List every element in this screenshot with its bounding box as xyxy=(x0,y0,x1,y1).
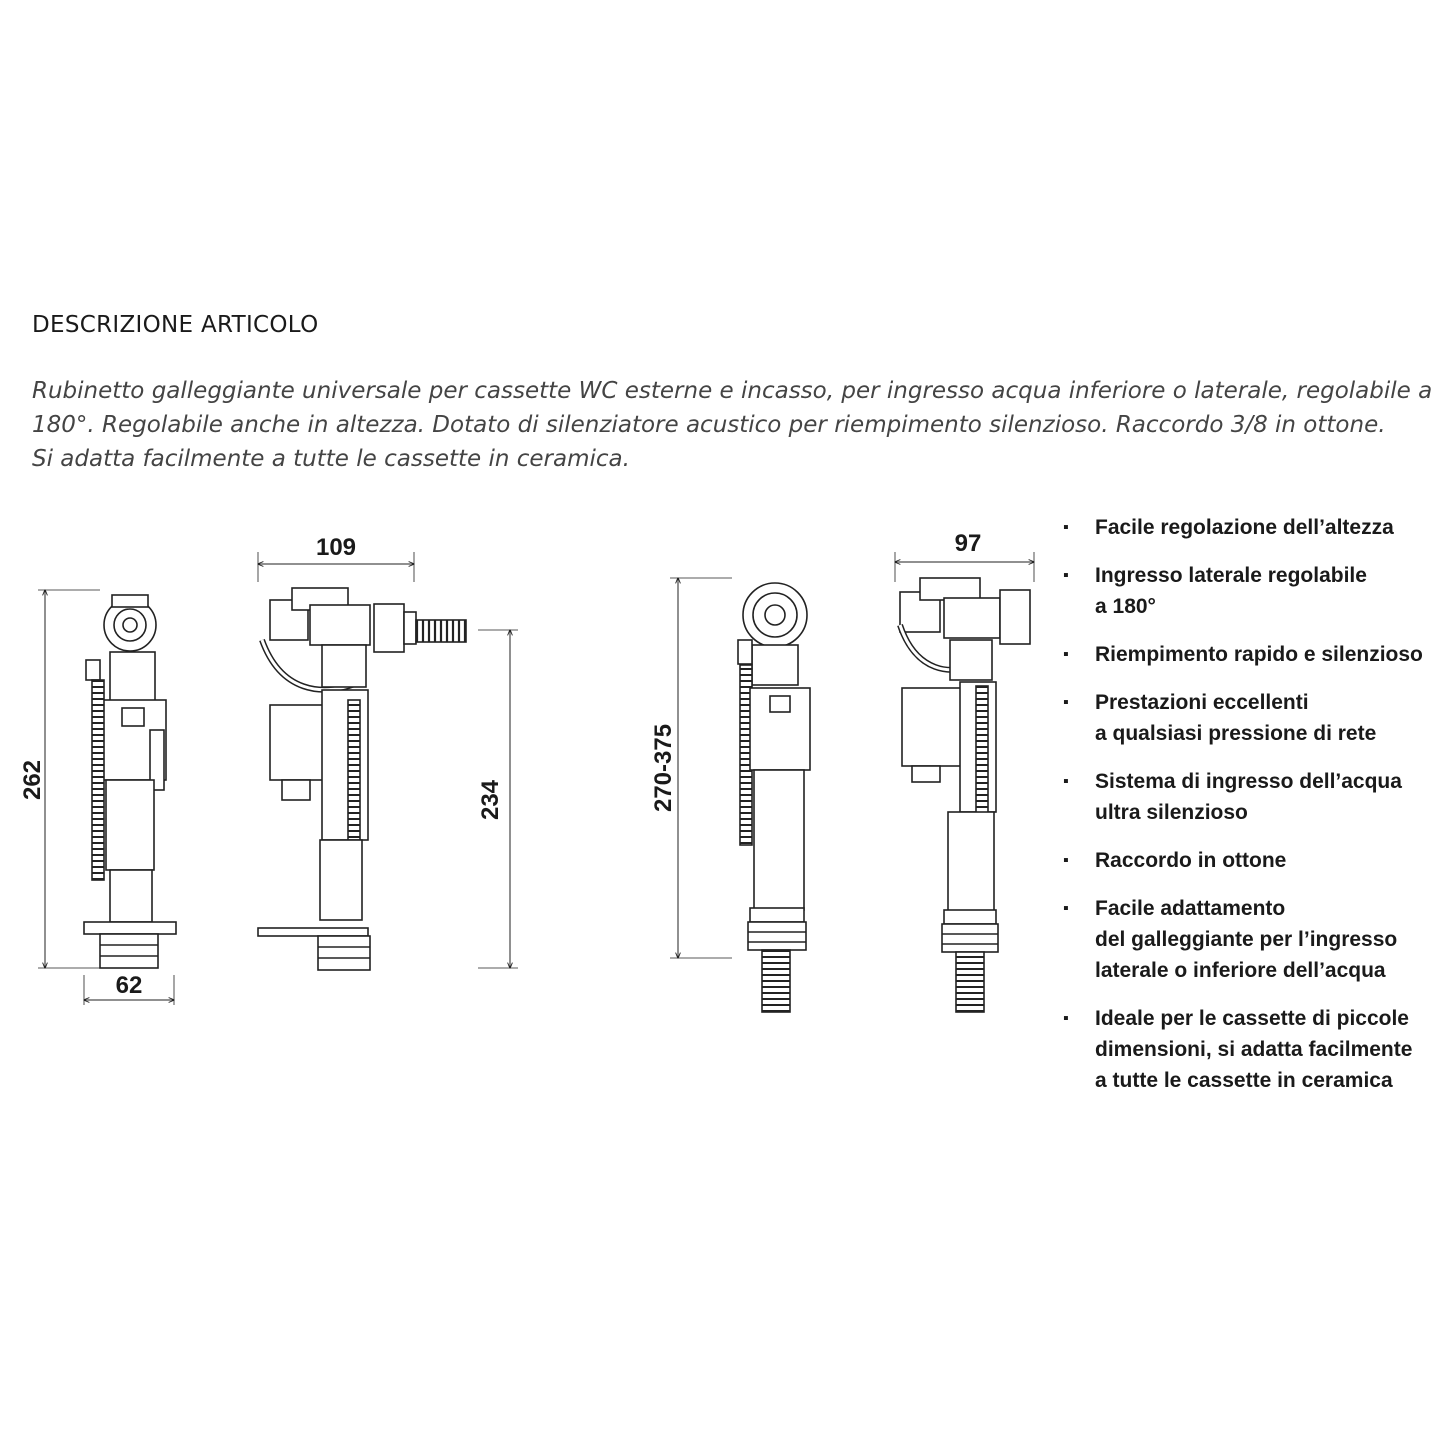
dim-height-234: 234 xyxy=(477,779,504,821)
bullet-icon: ▪ xyxy=(1063,773,1069,790)
feature-text: a tutte le cassette in ceramica xyxy=(1095,1069,1393,1092)
feature-item xyxy=(1060,766,1440,828)
dim-width-97: 97 xyxy=(954,530,982,557)
feature-text: ultra silenzioso xyxy=(1095,801,1248,824)
bullet-icon: ▪ xyxy=(1063,1010,1069,1027)
feature-text: Ideale per le cassette di piccole xyxy=(1095,1007,1409,1030)
description-line: Si adatta facilmente a tutte le cassette in ceramica. xyxy=(32,446,630,472)
feature-item xyxy=(1060,639,1440,670)
feature-text: Facile adattamento xyxy=(1095,897,1286,920)
feature-text: laterale o inferiore dell’acqua xyxy=(1095,959,1386,982)
feature-text: a qualsiasi pressione di rete xyxy=(1095,722,1377,745)
bullet-icon: ▪ xyxy=(1063,900,1069,917)
feature-text: Raccordo in ottone xyxy=(1095,849,1287,872)
dim-width-62: 62 xyxy=(115,972,143,999)
bullet-icon: ▪ xyxy=(1063,646,1069,663)
description-line: 180°. Regolabile anche in altezza. Dotato di silenziatore acustico per riempimento silenzioso. Raccordo 3/8 in ottone. xyxy=(32,412,1386,438)
feature-list xyxy=(1060,512,1440,1113)
valve-front-view-3 xyxy=(670,578,810,1012)
feature-item xyxy=(1060,687,1440,749)
feature-item xyxy=(1060,845,1440,876)
feature-text: Ingresso laterale regolabile xyxy=(1095,564,1367,587)
feature-item xyxy=(1060,1003,1440,1096)
dim-height-270-375: 270-375 xyxy=(650,723,677,813)
feature-text: a 180° xyxy=(1095,595,1156,618)
valve-side-view-4 xyxy=(895,552,1034,1012)
feature-item xyxy=(1060,512,1440,543)
feature-text: dimensioni, si adatta facilmente xyxy=(1095,1038,1413,1061)
valve-front-view-1 xyxy=(38,590,176,1005)
feature-text: del galleggiante per l’ingresso xyxy=(1095,928,1398,951)
feature-text: Facile regolazione dell’altezza xyxy=(1095,516,1394,539)
feature-item xyxy=(1060,560,1440,622)
bullet-icon: ▪ xyxy=(1063,852,1069,869)
dim-width-109: 109 xyxy=(315,534,357,561)
valve-side-view-2 xyxy=(258,552,518,970)
description-line: Rubinetto galleggiante universale per cassette WC esterne e incasso, per ingresso acqua inferiore o laterale, regolabile a xyxy=(32,378,1433,404)
feature-text: Prestazioni eccellenti xyxy=(1095,691,1309,714)
bullet-icon: ▪ xyxy=(1063,519,1069,536)
bullet-icon: ▪ xyxy=(1063,567,1069,584)
dim-height-262: 262 xyxy=(19,759,46,801)
section-heading: DESCRIZIONE ARTICOLO xyxy=(32,312,319,338)
feature-text: Sistema di ingresso dell’acqua xyxy=(1095,770,1402,793)
feature-text: Riempimento rapido e silenzioso xyxy=(1095,643,1423,666)
bullet-icon: ▪ xyxy=(1063,694,1069,711)
feature-item xyxy=(1060,893,1440,986)
